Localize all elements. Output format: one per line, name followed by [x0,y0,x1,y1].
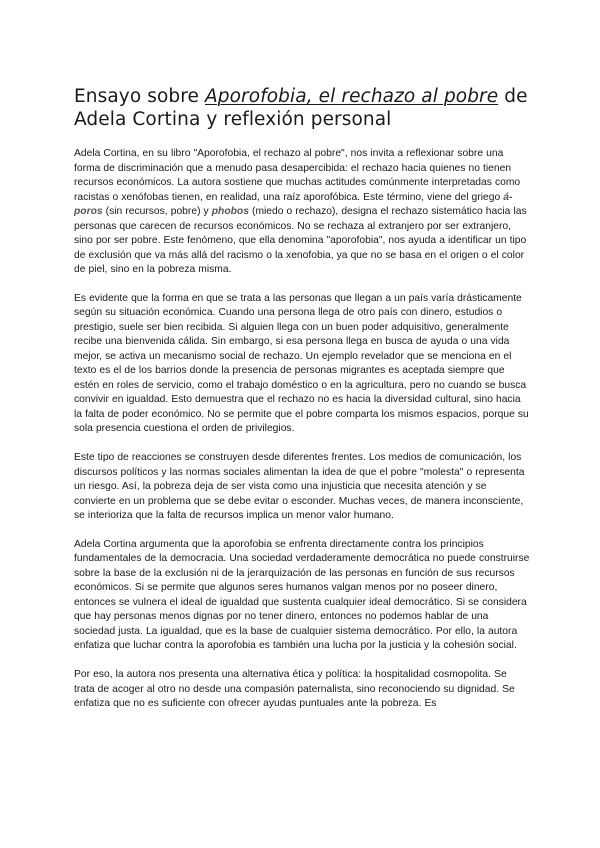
paragraph-1 [74,147,530,278]
paragraph-5: Por eso, la autora nos presenta una alternativa ética y política: la hospitalidad cosmopolita. Se trata de acoger al otro no desde una compasión paternalista, sino reconociendo su dignidad. Se enfatiza que no es suficiente con ofrecer ayudas puntuales ante la pobreza. Es [74,669,515,710]
title-prefix: Ensayo sobre [74,86,205,107]
greek-term-aporos: á-poros [74,191,513,217]
paragraph-1-text-a: Adela Cortina, en su libro "Aporofobia, el rechazo al pobre", nos invita a reflexionar sobre una forma de discriminación que a menudo pasa desapercibida: el rechazo hacia quienes no tienen recursos económicos. La autora sostiene que muchas actitudes comúnmente interpretadas como racistas o xenófobas tienen, en realidad, una raíz aporofóbica. Este término, viene del griego [74,148,521,203]
paragraph-3: Este tipo de reacciones se construyen desde diferentes frentes. Los medios de comunicación, los discursos políticos y las normas sociales alimentan la idea de que el pobre "molesta" o representa un riesgo. Así, la pobreza deja de ser vista como una injusticia que necesita atención y se convierte en un problema que se debe evitar o esconder. Muchas veces, de manera inconsciente, se interioriza que la falta de recursos implica un menor valor humano. [74,452,525,522]
greek-term-phobos: phobos [211,206,249,217]
essay-title [74,85,530,131]
paragraph-1-text-c: (miedo o rechazo), designa el rechazo sistemático hacia las personas que carecen de recursos económicos. No se rechaza al extranjero por ser extranjero, sino por ser pobre. Este fenómeno, que ella denomina "aporofobia", nos ayuda a identificar un tipo de exclusión que va más allá del racismo o la xenofobia, ya que no se basa en el origen o el color de piel, sino en la pobreza misma. [74,206,527,275]
document-page [74,85,530,712]
title-suffix: de [498,86,528,107]
title-book-name: Aporofobia, el rechazo al pobre [205,86,499,107]
paragraph-1-text-b: (sin recursos, pobre) y [102,206,212,217]
title-line-2: Adela Cortina y reflexión personal [74,109,392,130]
paragraph-2: Es evidente que la forma en que se trata a las personas que llegan a un país varía drásticamente según su situación económica. Cuando una persona llega de otro país con dinero, estudios o prestigio, suele ser bien recibida. Si alguien llega con un buen poder adquisitivo, generalmente recibe una bienvenida cálida. Sin embargo, si esa persona llega en busca de ayuda o una vida mejor, se activa un mecanismo social de rechazo. Un ejemplo revelador que se menciona en el texto es el de los barrios donde la presencia de personas migrantes es aceptada siempre que estén en roles de servicio, como el trabajo doméstico o en la agricultura, pero no cuando se busca convivir en igualdad. Esto demuestra que el rechazo no es hacia la diversidad cultural, sino hacia la falta de poder económico. No se permite que el pobre comparta los mismos espacios, porque su sola presencia cuestiona el orden de privilegios. [74,292,529,435]
paragraph-4: Adela Cortina argumenta que la aporofobia se enfrenta directamente contra los principios fundamentales de la democracia. Una sociedad verdaderamente democrática no puede construirse sobre la base de la exclusión ni de la jerarquización de las personas en función de sus recursos económicos. Si se permite que algunos seres humanos valgan menos por no poseer dinero, entonces se vulnera el ideal de igualdad que sustenta cualquier ideal democrático. Si se considera que hay personas menos dignas por no tener dinero, entonces no podemos hablar de una sociedad justa. La igualdad, que es la base de cualquier sistema democrático. Por ello, la autora enfatiza que luchar contra la aporofobia es también una lucha por la justicia y la cohesión social. [74,538,530,652]
